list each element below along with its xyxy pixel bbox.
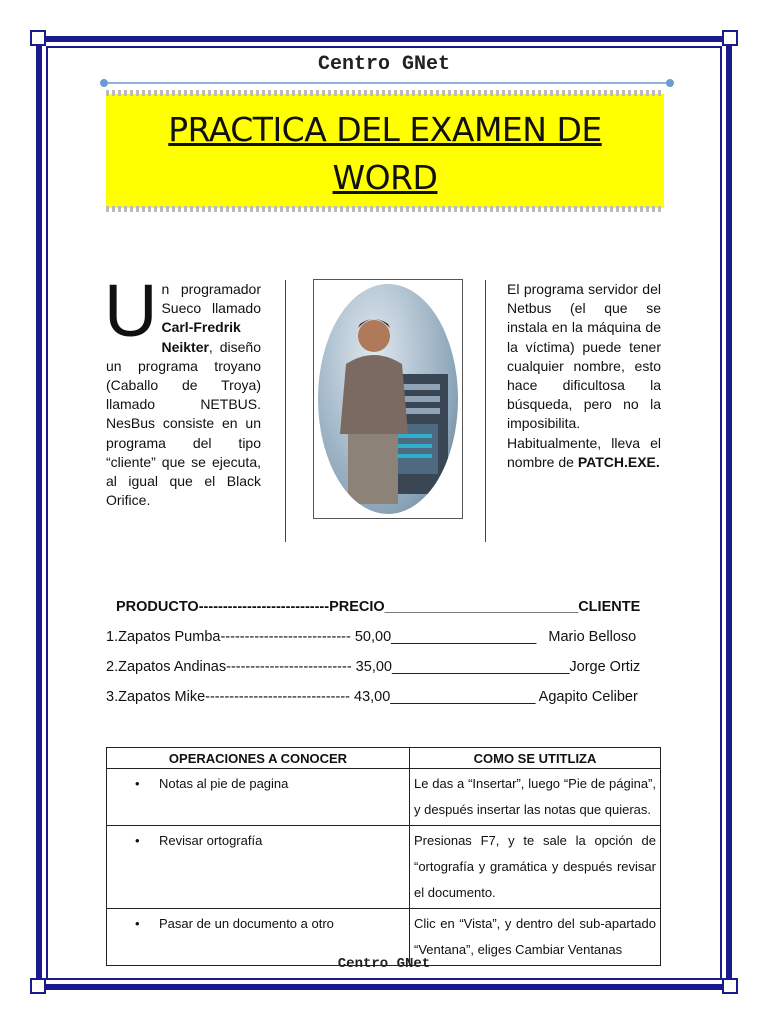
product-row: 2.Zapatos Andinas-------------------------- 35,00______________________Jorge Ortiz bbox=[106, 659, 641, 675]
right-column: El programa servidor del Netbus (el que se instala en la máquina de la víctima) puede tener cualquier nombre, esto hace dificultosa la búsqueda, pero no la imposibilita. Habitualmente, lleva el nombre de PATCH.EXE. bbox=[507, 281, 661, 470]
table-row: • Revisar ortografía Presionas F7, y te sale la opción de “ortografía y gramática y después revisar el documento. bbox=[107, 826, 661, 909]
page-header: Centro GNet bbox=[317, 53, 451, 76]
table-header: COMO SE UTITLIZA bbox=[410, 748, 661, 769]
server-photo bbox=[313, 279, 463, 519]
page-footer: Centro GNet bbox=[337, 956, 431, 972]
product-row: 3.Zapatos Mike------------------------------ 43,00__________________ Agapito Celiber bbox=[106, 689, 638, 705]
patch-exe: PATCH.EXE. bbox=[577, 453, 660, 470]
border-corner bbox=[30, 30, 46, 46]
column-divider bbox=[285, 280, 286, 542]
title-banner bbox=[106, 94, 664, 208]
product-row: 1.Zapatos Pumba--------------------------- 50,00__________________ Mario Belloso bbox=[106, 629, 637, 645]
border-corner bbox=[722, 978, 738, 994]
drop-cap: U bbox=[104, 269, 158, 352]
border-corner bbox=[30, 978, 46, 994]
border-corner bbox=[722, 30, 738, 46]
table-row: • Notas al pie de pagina Le das a “Insertar”, luego “Pie de página”, y después insertar las notas que quieras. bbox=[107, 769, 661, 826]
column-divider bbox=[485, 280, 486, 542]
author-name: Carl-Fredrik Neikter bbox=[161, 319, 241, 355]
left-column: Un programador Sueco llamado Carl-Fredrik Neikter, diseño un programa troyano (Caballo de Troya) llamado NETBUS. NesBus consiste en un programa del tipo “cliente” que se ejecuta, al igual que el Black Orifice. bbox=[104, 269, 261, 509]
table-row: • Pasar de un documento a otro Clic en “Vista”, y dentro del sub-apartado “Ventana”, eliges Cambiar Ventanas bbox=[107, 909, 661, 966]
header-rule bbox=[104, 82, 670, 84]
table-header: OPERACIONES A CONOCER bbox=[107, 748, 410, 769]
operations-table bbox=[106, 747, 661, 966]
products-header: PRODUCTO---------------------------PRECIO________________________CLIENTE bbox=[116, 599, 641, 615]
page-title: PRACTICA DEL EXAMEN DE WORD bbox=[168, 110, 602, 197]
